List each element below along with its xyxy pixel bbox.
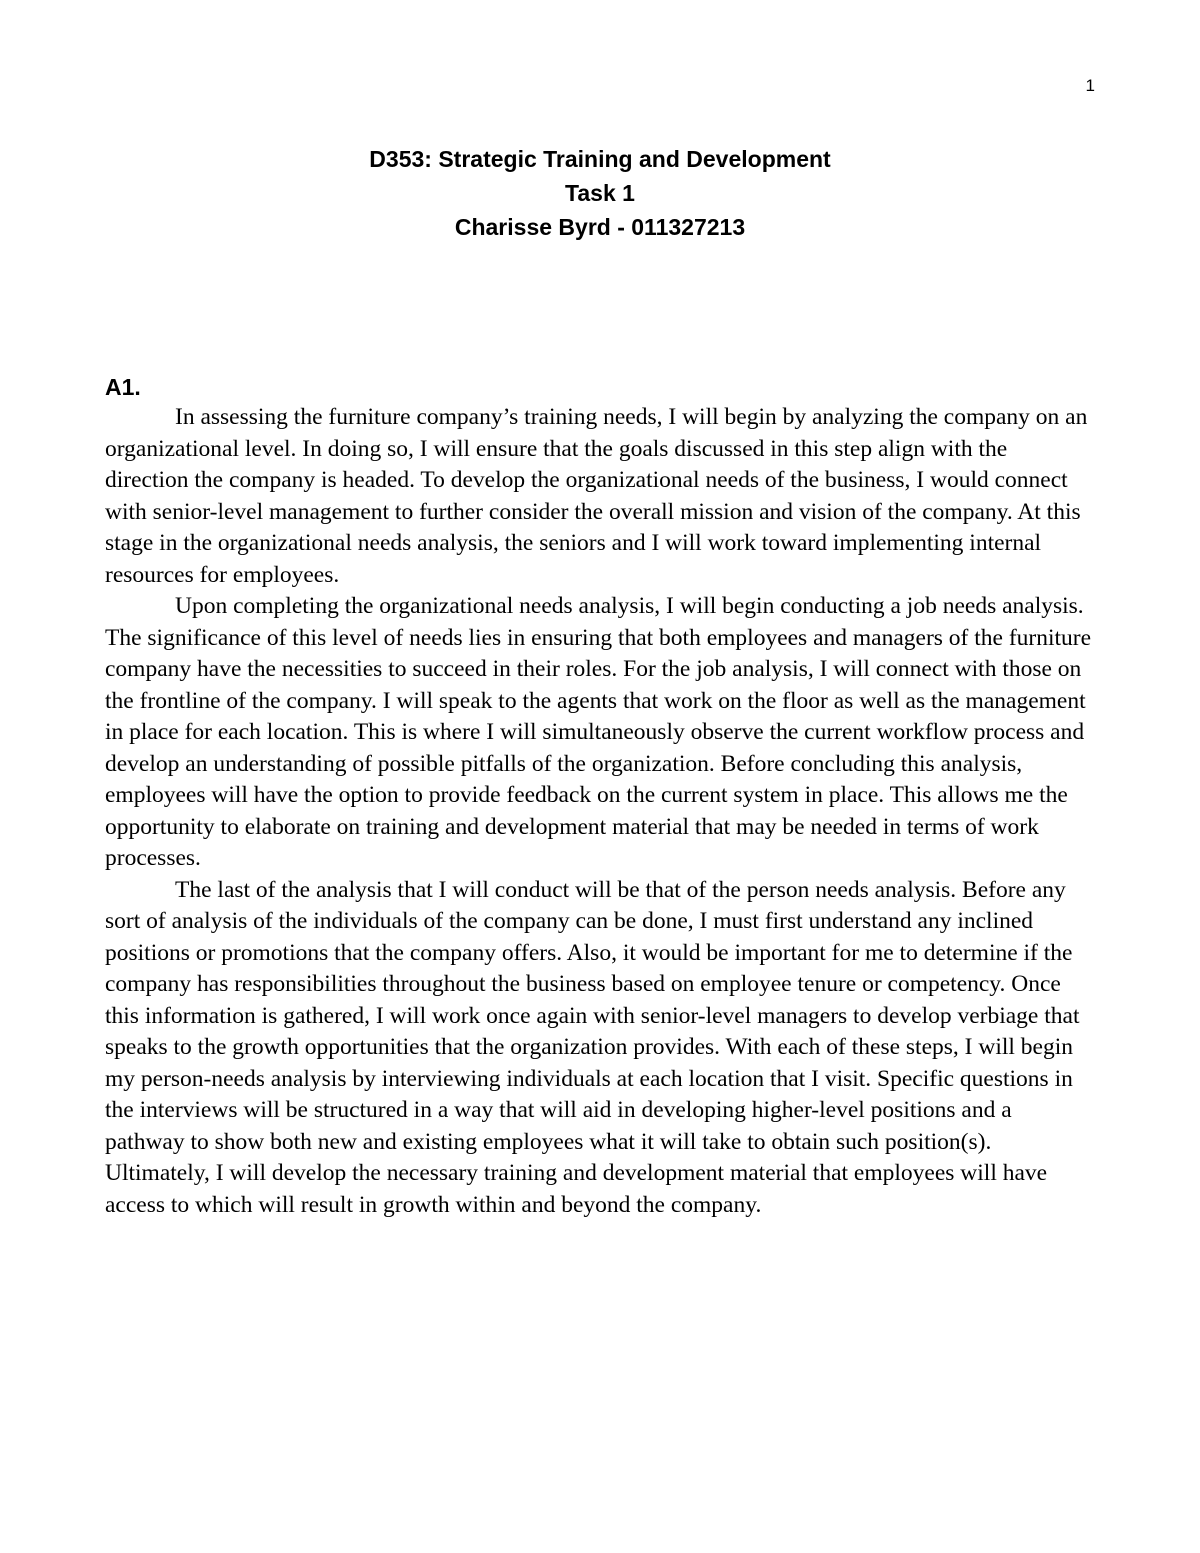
course-title: D353: Strategic Training and Development [369, 146, 831, 172]
section-heading: A1. [105, 374, 141, 400]
paragraph-organizational-analysis: In assessing the furniture company’s training needs, I will begin by analyzing the company on an organizational level. In doing so, I will ensure that the goals discussed in this step align with the direction the company is headed. To develop the organizational needs of the business, I would connect with senior-level management to further consider the overall mission and vision of the company. At this stage in the organizational needs analysis, the seniors and I will work toward implementing internal resources for employees. [105, 404, 1088, 588]
body-text [105, 402, 1095, 1221]
author-line: Charisse Byrd - 011327213 [454, 214, 746, 240]
page-number: 1 [1085, 76, 1095, 95]
title-block [0, 142, 1200, 244]
paragraph-person-analysis: The last of the analysis that I will conduct will be that of the person needs analysis. Before any sort of analysis of the individuals of the company can be done, I must first understand any inclined positions or promotions that the company offers. Also, it would be important for me to determine if the company has responsibilities throughout the business based on employee tenure or competency. Once this information is gathered, I will work once again with senior-level managers to develop verbiage that speaks to the growth opportunities that the organization provides. With each of these steps, I will begin my person-needs analysis by interviewing individuals at each location that I visit. Specific questions in the interviews will be structured in a way that will aid in developing higher-level positions and a pathway to show both new and existing employees what it will take to obtain such position(s). Ultimately, I will develop the necessary training and development material that employees will have access to which will result in growth within and beyond the company. [105, 876, 1080, 1218]
paragraph-job-analysis: Upon completing the organizational needs analysis, I will begin conducting a job needs analysis. The significance of this level of needs lies in ensuring that both employees and managers of the furniture company have the necessities to succeed in their roles. For the job analysis, I will connect with those on the frontline of the company. I will speak to the agents that work on the floor as well as the management in place for each location. This is where I will simultaneously observe the current workflow process and develop an understanding of possible pitfalls of the organization. Before concluding this analysis, employees will have the option to provide feedback on the current system in place. This allows me the opportunity to elaborate on training and development material that may be needed in terms of work processes. [105, 593, 1092, 871]
task-label: Task 1 [565, 180, 635, 206]
